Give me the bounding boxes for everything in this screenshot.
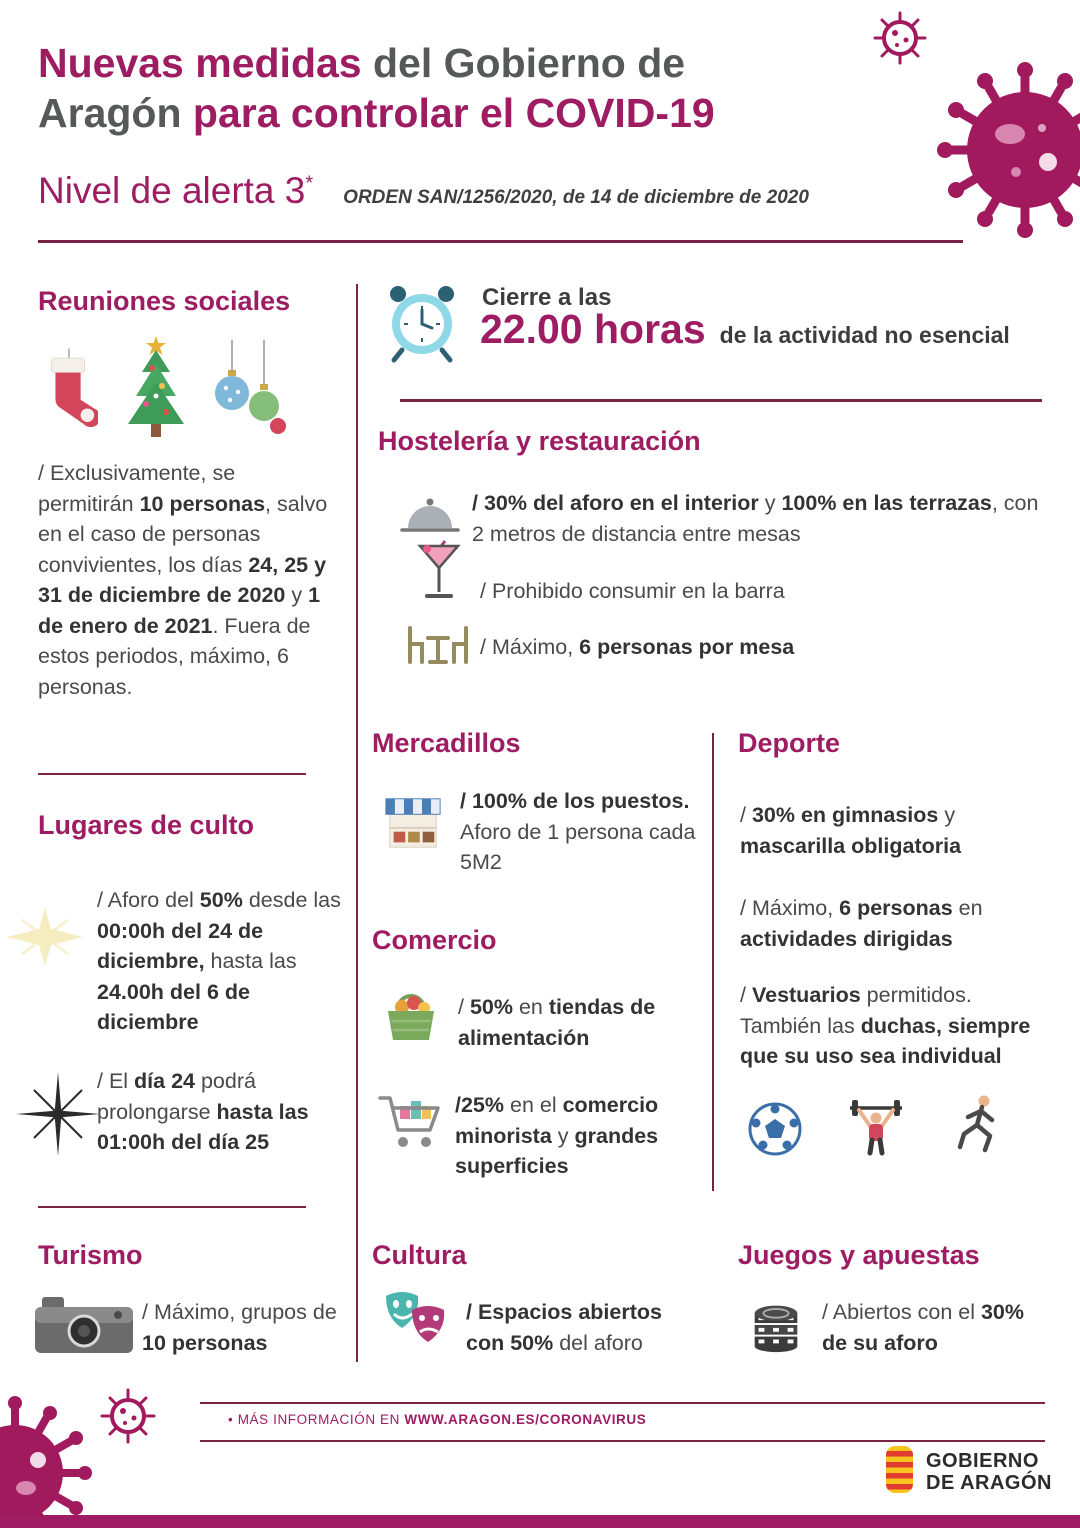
aragon-flag-icon: [884, 1444, 916, 1501]
juegos-text: / Abiertos con el 30% de su aforo: [822, 1300, 1024, 1355]
cierre-time-row: [480, 306, 1010, 353]
gobierno-aragon-logo: [884, 1444, 1052, 1501]
culto-item-dia24: / El día 24 podrá prolongarse hasta las 01:00h del día 25: [97, 1069, 309, 1155]
alarm-clock-icon: [380, 280, 464, 369]
logo-text: [926, 1451, 1052, 1494]
section-heading-turismo: Turismo: [38, 1240, 143, 1270]
deporte-item-vestuarios: / Vestuarios permitidos. También las duchas, siempre que su uso sea individual: [740, 983, 1031, 1069]
deporte-item-gimnasios: / 30% en gimnasios y mascarilla obligatoria: [740, 803, 962, 858]
section-heading-reuniones: Reuniones sociales: [38, 286, 291, 316]
hosteleria-item-aforo: / 30% del aforo en el interior y 100% en las terrazas, con 2 metros de distancia entre mesas: [472, 491, 1039, 546]
title-rest-1: del Gobierno de: [361, 40, 686, 86]
title-rest-2: Aragón: [38, 90, 193, 137]
hosteleria-item-barra: / Prohibido consumir en la barra: [480, 579, 785, 603]
grocery-basket-icon: [380, 983, 442, 1050]
hosteleria-item-mesa: / Máximo, 6 personas por mesa: [480, 635, 795, 659]
left-divider-2: [38, 1206, 306, 1208]
footer-info: • MÁS INFORMACIÓN EN WWW.ARAGON.ES/CORONAVIRUS: [228, 1412, 647, 1427]
section-heading-deporte: Deporte: [738, 728, 841, 758]
footer-divider-bottom: [200, 1440, 1045, 1442]
weightlifting-icon: [844, 1092, 908, 1161]
title-accent-1: Nuevas medidas: [38, 40, 362, 86]
mercadillos-text: / 100% de los puestos. Aforo de 1 persona cada 5M2: [460, 789, 696, 875]
sports-icons-row: [748, 1092, 1008, 1161]
logo-line2: DE ARAGÓN: [926, 1471, 1052, 1494]
sparkle-star-icon: [16, 1072, 100, 1161]
logo-line1: GOBIERNO: [926, 1449, 1039, 1472]
cloche-icon: [400, 494, 460, 541]
section-heading-hosteleria: Hostelería y restauración: [378, 426, 701, 456]
comercio-item-minorista: /25% en el comercio minorista y grandes superficies: [455, 1093, 659, 1179]
baubles-icon: [214, 340, 286, 445]
stocking-icon: [40, 345, 98, 445]
christmas-icons-row: [40, 336, 286, 445]
title-accent-2: para controlar el COVID-19: [192, 90, 715, 137]
header-divider: [38, 240, 963, 243]
sun-icon: [4, 908, 86, 971]
mid-divider-1: [400, 399, 1042, 402]
alert-level: Nivel de alerta 3*: [38, 170, 314, 211]
section-heading-cultura: Cultura: [372, 1240, 467, 1270]
runner-icon: [950, 1092, 1008, 1161]
cierre-intro: Cierre a las: [482, 284, 612, 311]
section-heading-mercadillos: Mercadillos: [372, 728, 521, 758]
theater-masks-icon: [378, 1290, 456, 1359]
cocktail-icon: [414, 540, 464, 607]
market-stall-icon: [382, 792, 444, 859]
table-chairs-icon: [402, 622, 474, 673]
poker-chips-icon: [745, 1293, 807, 1360]
section-heading-juegos: Juegos y apuestas: [738, 1240, 980, 1270]
reuniones-text: / Exclusivamente, se permitirán 10 personas, salvo en el caso de personas convivientes, los días 24, 25 y 31 de diciembre de 2020 y 1 de enero de 2021. Fuera de estos periodos, máximo, 6 personas.: [38, 461, 328, 699]
section-heading-culto: Lugares de culto: [38, 810, 255, 840]
order-reference: ORDEN SAN/1256/2020, de 14 de diciembre de 2020: [343, 187, 809, 208]
bottom-accent-bar: [0, 1515, 1080, 1528]
shopping-cart-icon: [376, 1088, 446, 1157]
christmas-tree-icon: [114, 336, 198, 445]
football-icon: [748, 1102, 802, 1161]
alert-asterisk: *: [305, 172, 314, 195]
section-heading-comercio: Comercio: [372, 925, 497, 955]
comercio-item-alimentacion: / 50% en tiendas de alimentación: [458, 995, 656, 1050]
cierre-time: 22.00 horas: [480, 306, 706, 352]
camera-icon: [34, 1293, 134, 1362]
virus-icon: [860, 0, 1080, 265]
vertical-divider-main: [356, 284, 358, 1362]
deporte-item-dirigidas: / Máximo, 6 personas en actividades dirigidas: [740, 896, 983, 951]
alert-level-row: [38, 170, 809, 212]
footer-divider-top: [200, 1402, 1045, 1404]
cierre-suffix: de la actividad no esencial: [719, 322, 1010, 348]
page-title: [38, 38, 878, 138]
cultura-text: / Espacios abiertos con 50% del aforo: [466, 1300, 662, 1355]
left-divider-1: [38, 773, 306, 775]
culto-item-aforo: / Aforo del 50% desde las 00:00h del 24 de diciembre, hasta las 24.00h del 6 de diciembre: [97, 888, 341, 1035]
virus-icon-bottom: [0, 1378, 260, 1520]
turismo-text: / Máximo, grupos de 10 personas: [142, 1300, 337, 1355]
